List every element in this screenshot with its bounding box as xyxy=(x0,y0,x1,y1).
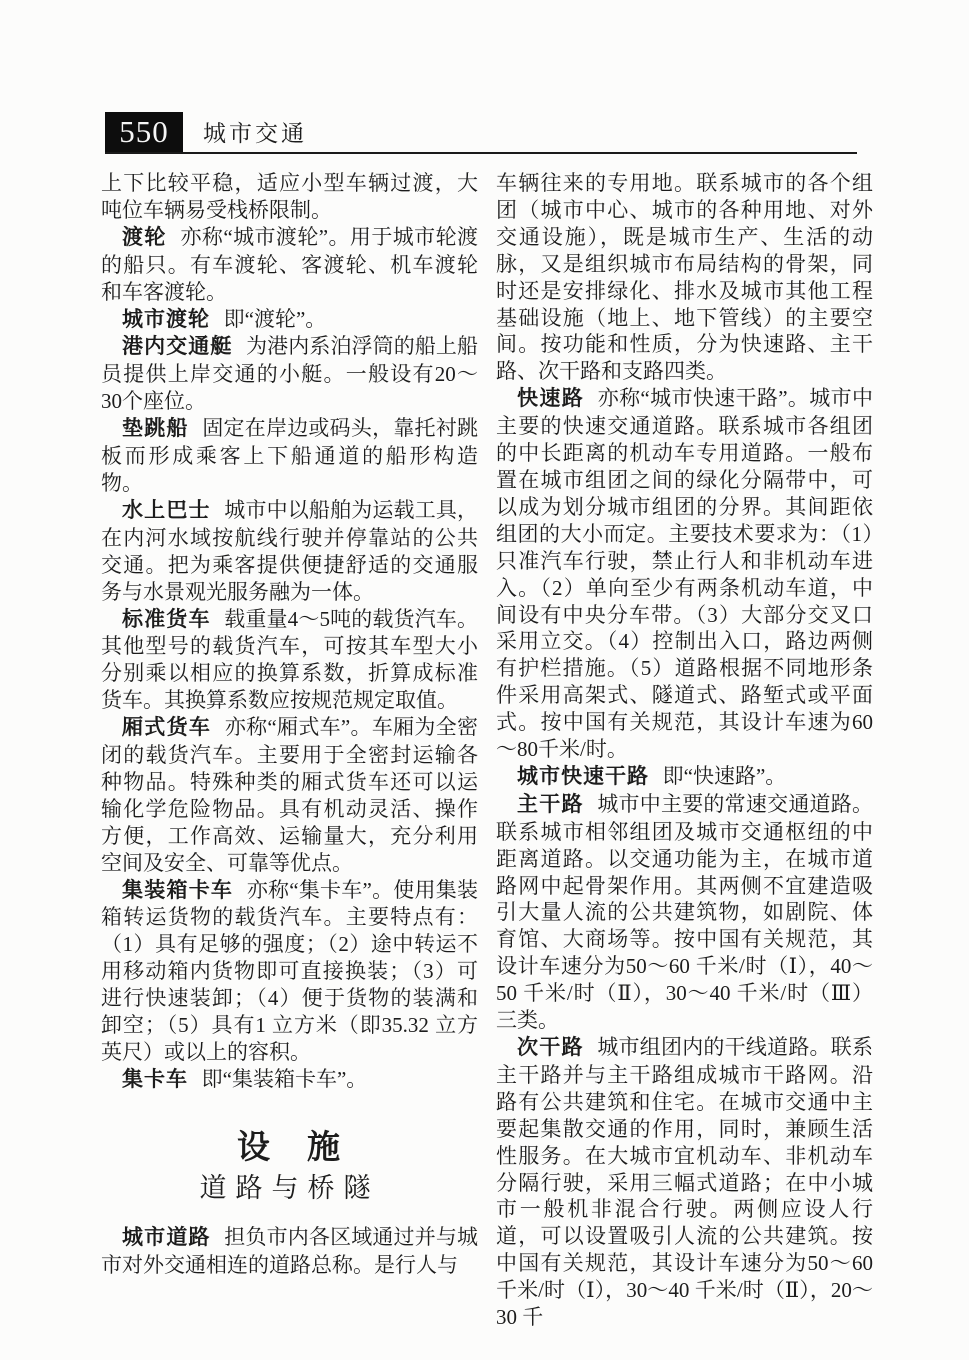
entry-definition: 城市中主要的常速交通道路。联系城市相邻组团及城市交通枢纽的中距离道路。以交通功能为主，在城市道路网中起骨架作用。其两侧不宜建造吸引大量人流的公共建筑物，如剧院、体育馆、大商场等。按中国有关规范，其设计车速分为50～60 千米/时（Ⅰ），40～50 千米/时（Ⅱ），30～40 千米/时（Ⅲ）三类。 xyxy=(496,791,873,1033)
entry-term: 水上巴士 xyxy=(122,498,211,522)
entry-paragraph xyxy=(496,791,873,1034)
entry-definition: 即“集装箱卡车”。 xyxy=(201,1066,368,1091)
entry-term: 港内交通艇 xyxy=(122,335,233,359)
section-heading: 设 施 xyxy=(237,1127,342,1165)
left-column xyxy=(101,170,478,1331)
page-number: 550 xyxy=(119,114,169,149)
text-columns xyxy=(101,170,873,1331)
entry-paragraph xyxy=(496,1034,873,1331)
subsection-heading: 道路与桥隧 xyxy=(199,1172,380,1203)
entry-definition: 为港内系泊浮筒的船上船员提供上岸交通的小艇。一般设有20～30个座位。 xyxy=(101,334,478,414)
entry-paragraph xyxy=(101,415,478,497)
entry-definition: 亦称“城市渡轮”。用于城市轮渡的船只。有车渡轮、客渡轮、机车渡轮和车客渡轮。 xyxy=(101,224,479,304)
entry-term: 标准货车 xyxy=(122,607,211,631)
running-title: 城市交通 xyxy=(203,121,307,146)
page-header xyxy=(105,112,857,154)
entry-term: 厢式货车 xyxy=(122,716,212,740)
entry-paragraph xyxy=(101,333,478,415)
entry-term: 城市道路 xyxy=(122,1225,211,1249)
entry-definition: 即“快速路”。 xyxy=(662,763,787,788)
entry-paragraph xyxy=(101,1066,478,1094)
continuation-paragraph: 车辆往来的专用地。联系城市的各个组团（城市中心、城市的各种用地、对外交通设施），既是城市生产、生活的动脉，又是组织城市布局结构的骨架，同时还是安排绿化、排水及城市其他工程基础设施（地上、地下管线）的主要空间。按功能和性质，分为快速路、主干路、次干路和支路四类。 xyxy=(496,171,873,384)
entry-paragraph xyxy=(101,306,478,334)
continuation-paragraph: 上下比较平稳，适应小型车辆过渡，大吨位车辆易受栈桥限制。 xyxy=(101,171,478,222)
entry-definition: 亦称“城市快速干路”。城市中主要的快速交通道路。联系城市各组团的中长距离的机动车专用道路。一般布置在城市组团之间的绿化分隔带中，可以成为划分城市组团的分界。其间距依组团的大小而定。主要技术要求为：（1）只准汽车行驶，禁止行人和非机动车进入。（2）单向至少有两条机动车道，中间设有中央分车带。（3）大部分交叉口采用立交。（4）控制出入口，路边两侧有护栏措施。（5）道路根据不同地形条件采用高架式、隧道式、路堑式或平面式。按中国有关规范，其设计车速为60～80千米/时。 xyxy=(496,386,874,762)
entry-definition: 载重量4～5吨的载货汽车。其他型号的载货汽车，可按其车型大小分别乘以相应的换算系数，折算成标准货车。其换算系数应按规范规定取值。 xyxy=(101,606,479,713)
entry-definition: 即“渡轮”。 xyxy=(223,306,327,331)
entry-paragraph xyxy=(101,224,478,306)
entry-definition: 亦称“厢式车”。车厢为全密闭的载货汽车。主要用于全密封运输各种物品。特殊种类的厢式货车还可以运输化学危险物品。具有机动灵活、操作方便，工作高效、运输量大，充分利用空间及安全、可靠等优点。 xyxy=(101,715,479,875)
page-number-badge xyxy=(105,112,183,152)
entry-definition: 担负市内各区域通过并与城市对外交通相连的道路总称。是行人与 xyxy=(101,1224,479,1277)
entry-paragraph xyxy=(101,606,478,715)
entry-term: 集装箱卡车 xyxy=(122,878,234,902)
entry-term: 主干路 xyxy=(517,792,584,816)
entry-paragraph xyxy=(101,714,478,876)
entry-term: 垫跳船 xyxy=(122,417,189,441)
entry-paragraph xyxy=(101,497,478,606)
entry-paragraph xyxy=(101,1224,478,1279)
entry-term: 集卡车 xyxy=(122,1067,188,1091)
entry-paragraph xyxy=(496,763,873,791)
entry-definition: 城市组团内的干线道路。联系主干路并与主干路组成城市干路网。沿路有公共建筑和住宅。在城市交通中主要起集散交通的作用，同时，兼顾生活性服务。在大城市宜机动车、非机动车分隔行驶，采用三幅式道路；在中小城市一般机非混合行驶。两侧应设人行道，可以设置吸引人流的公共建筑。按中国有关规范，其设计车速分为50～60 千米/时（Ⅰ），30～40 千米/时（Ⅱ），20～30 千 xyxy=(496,1035,873,1330)
entry-definition: 亦称“集卡车”。使用集装箱转运货物的载货汽车。主要特点有：（1）具有足够的强度；（2）途中转运不用移动箱内货物即可直接换装；（3）可进行快速装卸；（4）便于货物的装满和卸空；（5）具有1 立方米（即35.32 立方英尺）或以上的容积。 xyxy=(101,877,478,1064)
entry-term: 次干路 xyxy=(517,1036,584,1059)
entry-definition: 城市中以船舶为运载工具，在内河水域按航线行驶并停靠站的公共交通。把为乘客提供便捷舒适的交通服务与水景观光服务融为一体。 xyxy=(101,497,479,604)
entry-term: 城市快速干路 xyxy=(517,764,649,788)
entry-paragraph xyxy=(496,385,873,763)
entry-term: 渡轮 xyxy=(122,225,167,249)
entry-term: 快速路 xyxy=(517,387,585,411)
right-column xyxy=(496,170,873,1331)
entry-definition: 固定在岸边或码头，靠托衬跳板而形成乘客上下船通道的船形构造物。 xyxy=(101,416,478,495)
entry-term: 城市渡轮 xyxy=(122,307,210,331)
entry-paragraph xyxy=(101,877,478,1066)
